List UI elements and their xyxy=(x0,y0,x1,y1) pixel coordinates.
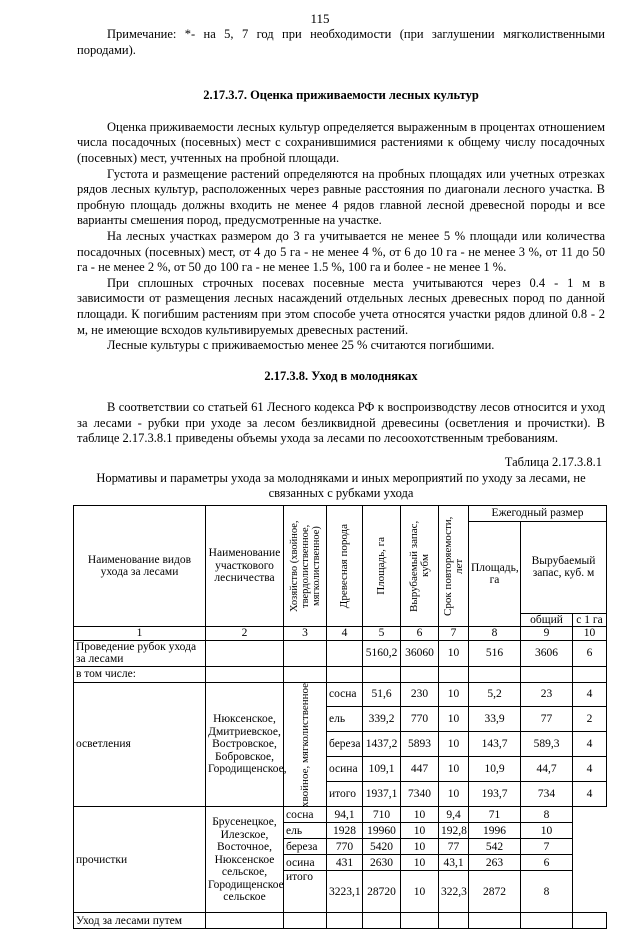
cell-period: 10 xyxy=(401,823,439,839)
cell-annual-area: 33,9 xyxy=(469,707,521,732)
prochistka-block xyxy=(74,807,607,913)
cell-stock: 5893 xyxy=(401,732,439,757)
header-forestry: Наименование участкового лесничества xyxy=(206,506,284,627)
forestries-osvetlenie: Нюксенское, Дмитриевское, Востровское, Бобровское, Городищенское, xyxy=(206,682,284,807)
cell-stock: 710 xyxy=(363,807,401,823)
cell-stock: 770 xyxy=(401,707,439,732)
cell-stock: 19960 xyxy=(363,823,401,839)
cell-species: осина xyxy=(284,855,327,871)
cell-annual-per-ha: 4 xyxy=(573,682,607,707)
table-row-last xyxy=(74,913,607,929)
cell-annual-area: 10,9 xyxy=(469,757,521,782)
row-label-osvetlenie: осветления xyxy=(74,682,206,807)
cell-annual-area: 5,2 xyxy=(469,682,521,707)
forestries-prochistka: Брусенецкое, Илезское, Восточное, Нюксенское сельское, Городищенское сельское xyxy=(206,807,284,913)
cell-species: итого xyxy=(327,782,363,807)
table-row-including xyxy=(74,666,607,682)
cell-period: 10 xyxy=(439,757,469,782)
header-per-ha: с 1 га xyxy=(573,613,607,627)
cell-species: береза xyxy=(284,839,327,855)
cell-area: 1928 xyxy=(327,823,363,839)
paragraph: В соответствии со статьей 61 Лесного кодекса РФ к воспроизводству лесов относится и уход за лесами - рубки при уходе за лесом безликвидной древесины (осветления и прочистки). В таблице 2.17.3.8.1 приведены объемы ухода за лесами по лесоохотственным требованиям. xyxy=(77,400,605,446)
cell-area: 1937,1 xyxy=(363,782,401,807)
header-area: Площадь, га xyxy=(375,537,388,595)
header-annual-stock: Вырубаемый запас, куб. м xyxy=(521,522,607,614)
cell-annual-area: 192,8 xyxy=(439,823,469,839)
col-number: 4 xyxy=(327,627,363,641)
cell-annual-total: 589,3 xyxy=(521,732,573,757)
economy-value: хвойное, мягколиственное xyxy=(298,682,311,807)
paragraph: На лесных участках размером до 3 га учитывается не менее 5 % площади или количества посадочных (посевных) мест, от 4 до 5 га - не менее 4 %, от 6 до 10 га - не менее 3 %, от 11 до 50 га - не менее 2 %, от 50 до 100 га - не менее 1.5 %, 100 га и более - не менее 1 %. xyxy=(77,228,605,275)
header-stock: Вырубаемый запас, кубм xyxy=(407,520,431,612)
cell-area: 94,1 xyxy=(327,807,363,823)
table-row-total xyxy=(74,640,607,666)
cell-annual-area: 77 xyxy=(439,839,469,855)
cell-species: ель xyxy=(327,707,363,732)
cell-period: 10 xyxy=(401,855,439,871)
cell-area: 5160,2 xyxy=(363,640,401,666)
cell-annual-total: 23 xyxy=(521,682,573,707)
cell-period: 10 xyxy=(439,640,469,666)
cell-annual-total: 542 xyxy=(469,839,521,855)
paragraph: При сплошных строчных посевах посевные места учитываются через 0.4 - 1 м в зависимости от размещения лесных насаждений отдельных лесных древесных пород по данной площади. К погибшим растениям при этом способе учета относятся участки рядов длиной 0.8 - 2 м, не имеющие всходов культивируемых древесных растений. xyxy=(77,275,605,337)
col-number: 7 xyxy=(439,627,469,641)
col-number: 8 xyxy=(469,627,521,641)
cell-species: береза xyxy=(327,732,363,757)
cell-stock: 447 xyxy=(401,757,439,782)
col-number: 9 xyxy=(521,627,573,641)
header-annual: Ежегодный размер xyxy=(469,506,607,522)
note: Примечание: *- на 5, 7 год при необходимости (при заглушении мягколиственными породами). xyxy=(77,27,605,57)
cell-annual-total: 3606 xyxy=(521,640,573,666)
cell-area: 109,1 xyxy=(363,757,401,782)
cell-annual-area: 322,3 xyxy=(439,871,469,913)
cell-annual-area: 516 xyxy=(469,640,521,666)
cell-stock: 2630 xyxy=(363,855,401,871)
section-title-survival: 2.17.3.7. Оценка приживаемости лесных культур xyxy=(203,88,479,103)
cell-period: 10 xyxy=(401,807,439,823)
cell-species: сосна xyxy=(327,682,363,707)
cell-species: ель xyxy=(284,823,327,839)
cell-area: 770 xyxy=(327,839,363,855)
cell-annual-per-ha: 4 xyxy=(573,757,607,782)
column-numbers-row xyxy=(74,627,607,641)
cell-area: 51,6 xyxy=(363,682,401,707)
cell-stock: 7340 xyxy=(401,782,439,807)
cell-annual-area: 43,1 xyxy=(439,855,469,871)
cell-period: 10 xyxy=(401,871,439,913)
page-number: 115 xyxy=(310,11,330,26)
paragraph: Густота и размещение растений определяются на пробных площадях или учетных отрезках рядов лесных культур, расположенных через равные расстояния по диагонали лесного участка. В пробную площадь должны входить не менее 4 рядов главной лесной древесной породы и все варианты смешения пород, предусмотренные на участке. xyxy=(77,166,605,228)
header-annual-area: Площадь, га xyxy=(469,522,521,627)
header-economy: Хозяйство (хвойное, твердолиственное, мягколиственное) xyxy=(288,520,322,612)
header-species: Древесная порода xyxy=(338,523,351,609)
header-kind: Наименование видов ухода за лесами xyxy=(74,506,206,627)
cell-annual-per-ha: 4 xyxy=(573,782,607,807)
cell-stock: 230 xyxy=(401,682,439,707)
cell-annual-area: 9,4 xyxy=(439,807,469,823)
cell-area: 1437,2 xyxy=(363,732,401,757)
row-label: Уход за лесами путем xyxy=(74,913,206,929)
cell-annual-total: 2872 xyxy=(469,871,521,913)
section-title-young-care: 2.17.3.8. Уход в молодняках xyxy=(264,368,418,383)
cell-species: осина xyxy=(327,757,363,782)
paragraph: Лесные культуры с приживаемостью менее 25 % считаются погибшими. xyxy=(107,338,495,353)
cell-annual-per-ha: 7 xyxy=(521,839,573,855)
cell-annual-per-ha: 2 xyxy=(573,707,607,732)
cell-species: итого xyxy=(284,871,327,913)
cell-stock: 5420 xyxy=(363,839,401,855)
cell-period: 10 xyxy=(401,839,439,855)
row-label-prochistka: прочистки xyxy=(74,807,206,913)
col-number: 3 xyxy=(284,627,327,641)
cell-period: 10 xyxy=(439,682,469,707)
cell-stock: 36060 xyxy=(401,640,439,666)
table-title: Нормативы и параметры ухода за молодняками и иных мероприятий по уходу за лесами, не связанных с рубками ухода xyxy=(96,470,586,500)
cell-annual-per-ha: 8 xyxy=(521,871,573,913)
table-number: Таблица 2.17.3.8.1 xyxy=(504,455,602,470)
cell-annual-per-ha: 6 xyxy=(521,855,573,871)
cell-period: 10 xyxy=(439,707,469,732)
cell-area: 431 xyxy=(327,855,363,871)
cell-annual-total: 263 xyxy=(469,855,521,871)
cell-annual-total: 71 xyxy=(469,807,521,823)
cell-annual-total: 1996 xyxy=(469,823,521,839)
cell-annual-total: 734 xyxy=(521,782,573,807)
col-number: 5 xyxy=(363,627,401,641)
norms-table xyxy=(73,505,607,929)
col-number: 6 xyxy=(401,627,439,641)
cell-period: 10 xyxy=(439,732,469,757)
header-period: Срок повторяемости, лет xyxy=(441,516,465,616)
cell-period: 10 xyxy=(439,782,469,807)
row-label: Проведение рубок ухода за лесами xyxy=(74,640,206,666)
cell-annual-total: 77 xyxy=(521,707,573,732)
cell-annual-area: 193,7 xyxy=(469,782,521,807)
document-body xyxy=(77,27,605,515)
paragraph: Оценка приживаемости лесных культур определяется выраженным в процентах отношением числа посадочных (посевных) мест с сохранившимися растениями к общему числу посадочных (посевных) мест, учтенных на пробной площади. xyxy=(77,119,605,165)
cell-area: 339,2 xyxy=(363,707,401,732)
col-number: 10 xyxy=(573,627,607,641)
row-label: в том числе: xyxy=(74,666,206,682)
cell-annual-total: 44,7 xyxy=(521,757,573,782)
cell-species: сосна xyxy=(284,807,327,823)
cell-annual-per-ha: 4 xyxy=(573,732,607,757)
cell-annual-per-ha: 10 xyxy=(521,823,573,839)
header-total: общий xyxy=(521,613,573,627)
col-number: 1 xyxy=(74,627,206,641)
osvetlenie-block xyxy=(74,682,607,807)
cell-area: 3223,1 xyxy=(327,871,363,913)
cell-annual-area: 143,7 xyxy=(469,732,521,757)
col-number: 2 xyxy=(206,627,284,641)
cell-annual-per-ha: 8 xyxy=(521,807,573,823)
cell-stock: 28720 xyxy=(363,871,401,913)
cell-annual-per-ha: 6 xyxy=(573,640,607,666)
